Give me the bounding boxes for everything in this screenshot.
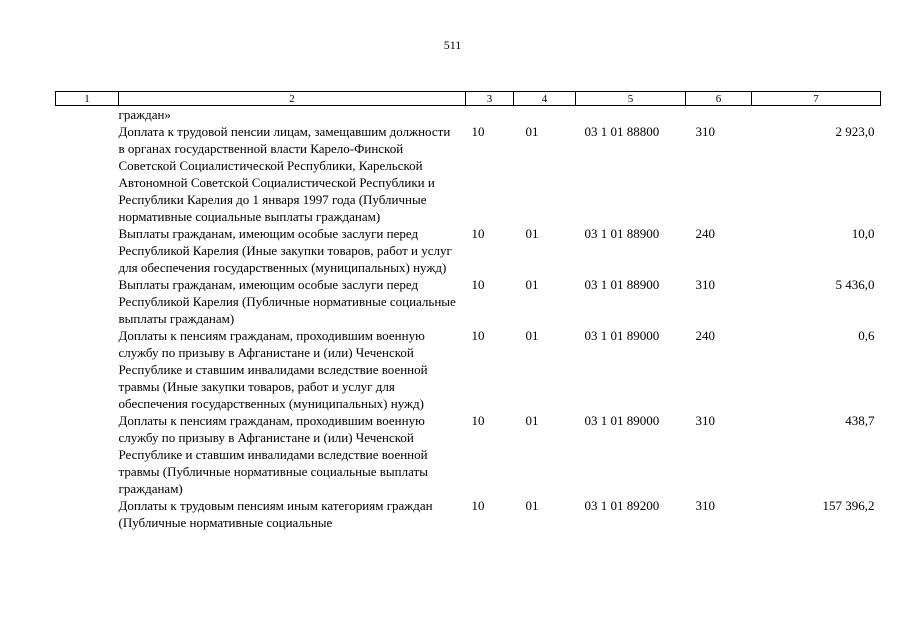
row-type: 310 bbox=[695, 413, 715, 428]
row-type: 310 bbox=[695, 498, 715, 513]
cell-empty bbox=[56, 276, 119, 327]
row-type: 240 bbox=[695, 328, 715, 343]
table-row bbox=[56, 225, 881, 276]
page-number: 511 bbox=[443, 38, 462, 52]
header-col-7: 7 bbox=[752, 92, 881, 106]
row-type: 310 bbox=[695, 124, 715, 139]
budget-table bbox=[55, 91, 881, 531]
cell-empty bbox=[514, 106, 576, 124]
cell-empty bbox=[56, 327, 119, 412]
header-row bbox=[56, 92, 881, 106]
table-row bbox=[56, 497, 881, 531]
table-row bbox=[56, 276, 881, 327]
row-section: 10 bbox=[471, 226, 485, 241]
continuation-text: граждан» bbox=[118, 107, 171, 122]
cell-empty bbox=[56, 106, 119, 124]
row-target: 03 1 01 89000 bbox=[584, 413, 660, 428]
table-header bbox=[56, 92, 881, 106]
row-subsection: 01 bbox=[525, 328, 539, 343]
continuation-row bbox=[56, 106, 881, 124]
header-col-2: 2 bbox=[119, 92, 466, 106]
row-subsection: 01 bbox=[525, 413, 539, 428]
cell-empty bbox=[56, 225, 119, 276]
row-target: 03 1 01 88900 bbox=[584, 226, 660, 241]
table-row bbox=[56, 327, 881, 412]
header-col-6: 6 bbox=[686, 92, 752, 106]
row-subsection: 01 bbox=[525, 498, 539, 513]
header-col-4: 4 bbox=[514, 92, 576, 106]
row-amount: 5 436,0 bbox=[835, 277, 875, 292]
row-name: Доплаты к трудовым пенсиям иным категориям граждан (Публичные нормативные социальные bbox=[118, 498, 433, 530]
table-body bbox=[56, 106, 881, 532]
row-amount: 2 923,0 bbox=[835, 124, 875, 139]
row-section: 10 bbox=[471, 277, 485, 292]
row-type: 310 bbox=[695, 277, 715, 292]
row-target: 03 1 01 89200 bbox=[584, 498, 660, 513]
row-name: Доплаты к пенсиям гражданам, проходившим военную службу по призыву в Афганистане и (или) Чеченской Республике и ставшим инвалидами вследствие военной травмы (Иные закупки товаров, работ и услуг для обеспечения государственных (муниципальных) нужд) bbox=[118, 328, 428, 411]
cell-empty bbox=[686, 106, 752, 124]
cell-empty bbox=[466, 106, 514, 124]
row-type: 240 bbox=[695, 226, 715, 241]
row-name: Выплаты гражданам, имеющим особые заслуги перед Республикой Карелия (Иные закупки товаров, работ и услуг для обеспечения государственных (муниципальных) нужд) bbox=[118, 226, 452, 275]
cell-empty bbox=[56, 412, 119, 497]
row-target: 03 1 01 88800 bbox=[584, 124, 660, 139]
row-amount: 0,6 bbox=[858, 328, 875, 343]
header-col-1: 1 bbox=[56, 92, 119, 106]
row-subsection: 01 bbox=[525, 226, 539, 241]
header-col-3: 3 bbox=[466, 92, 514, 106]
cell-empty bbox=[56, 497, 119, 531]
table-row bbox=[56, 412, 881, 497]
row-name: Доплаты к пенсиям гражданам, проходившим военную службу по призыву в Афганистане и (или) Чеченской Республике и ставшим инвалидами вследствие военной травмы (Публичные нормативные социальные выплаты гражданам) bbox=[118, 413, 428, 496]
row-name: Доплата к трудовой пенсии лицам, замещавшим должности в органах государственной власти Карело-Финской Советской Социалистической Республики, Карельской Автономной Советской Социалистической Республики и Республики Карелия до 1 января 1997 года (Публичные нормативные социальные выплаты гражданам) bbox=[118, 124, 451, 224]
row-section: 10 bbox=[471, 413, 485, 428]
cell-empty bbox=[752, 106, 881, 124]
row-subsection: 01 bbox=[525, 277, 539, 292]
row-section: 10 bbox=[471, 124, 485, 139]
row-amount: 157 396,2 bbox=[822, 498, 875, 513]
row-section: 10 bbox=[471, 498, 485, 513]
header-col-5: 5 bbox=[576, 92, 686, 106]
row-name: Выплаты гражданам, имеющим особые заслуги перед Республикой Карелия (Публичные нормативные социальные выплаты гражданам) bbox=[118, 277, 456, 326]
cell-empty bbox=[56, 123, 119, 225]
row-amount: 10,0 bbox=[851, 226, 875, 241]
cell-empty bbox=[576, 106, 686, 124]
row-amount: 438,7 bbox=[845, 413, 875, 428]
row-subsection: 01 bbox=[525, 124, 539, 139]
row-target: 03 1 01 88900 bbox=[584, 277, 660, 292]
table-row bbox=[56, 123, 881, 225]
row-section: 10 bbox=[471, 328, 485, 343]
row-target: 03 1 01 89000 bbox=[584, 328, 660, 343]
